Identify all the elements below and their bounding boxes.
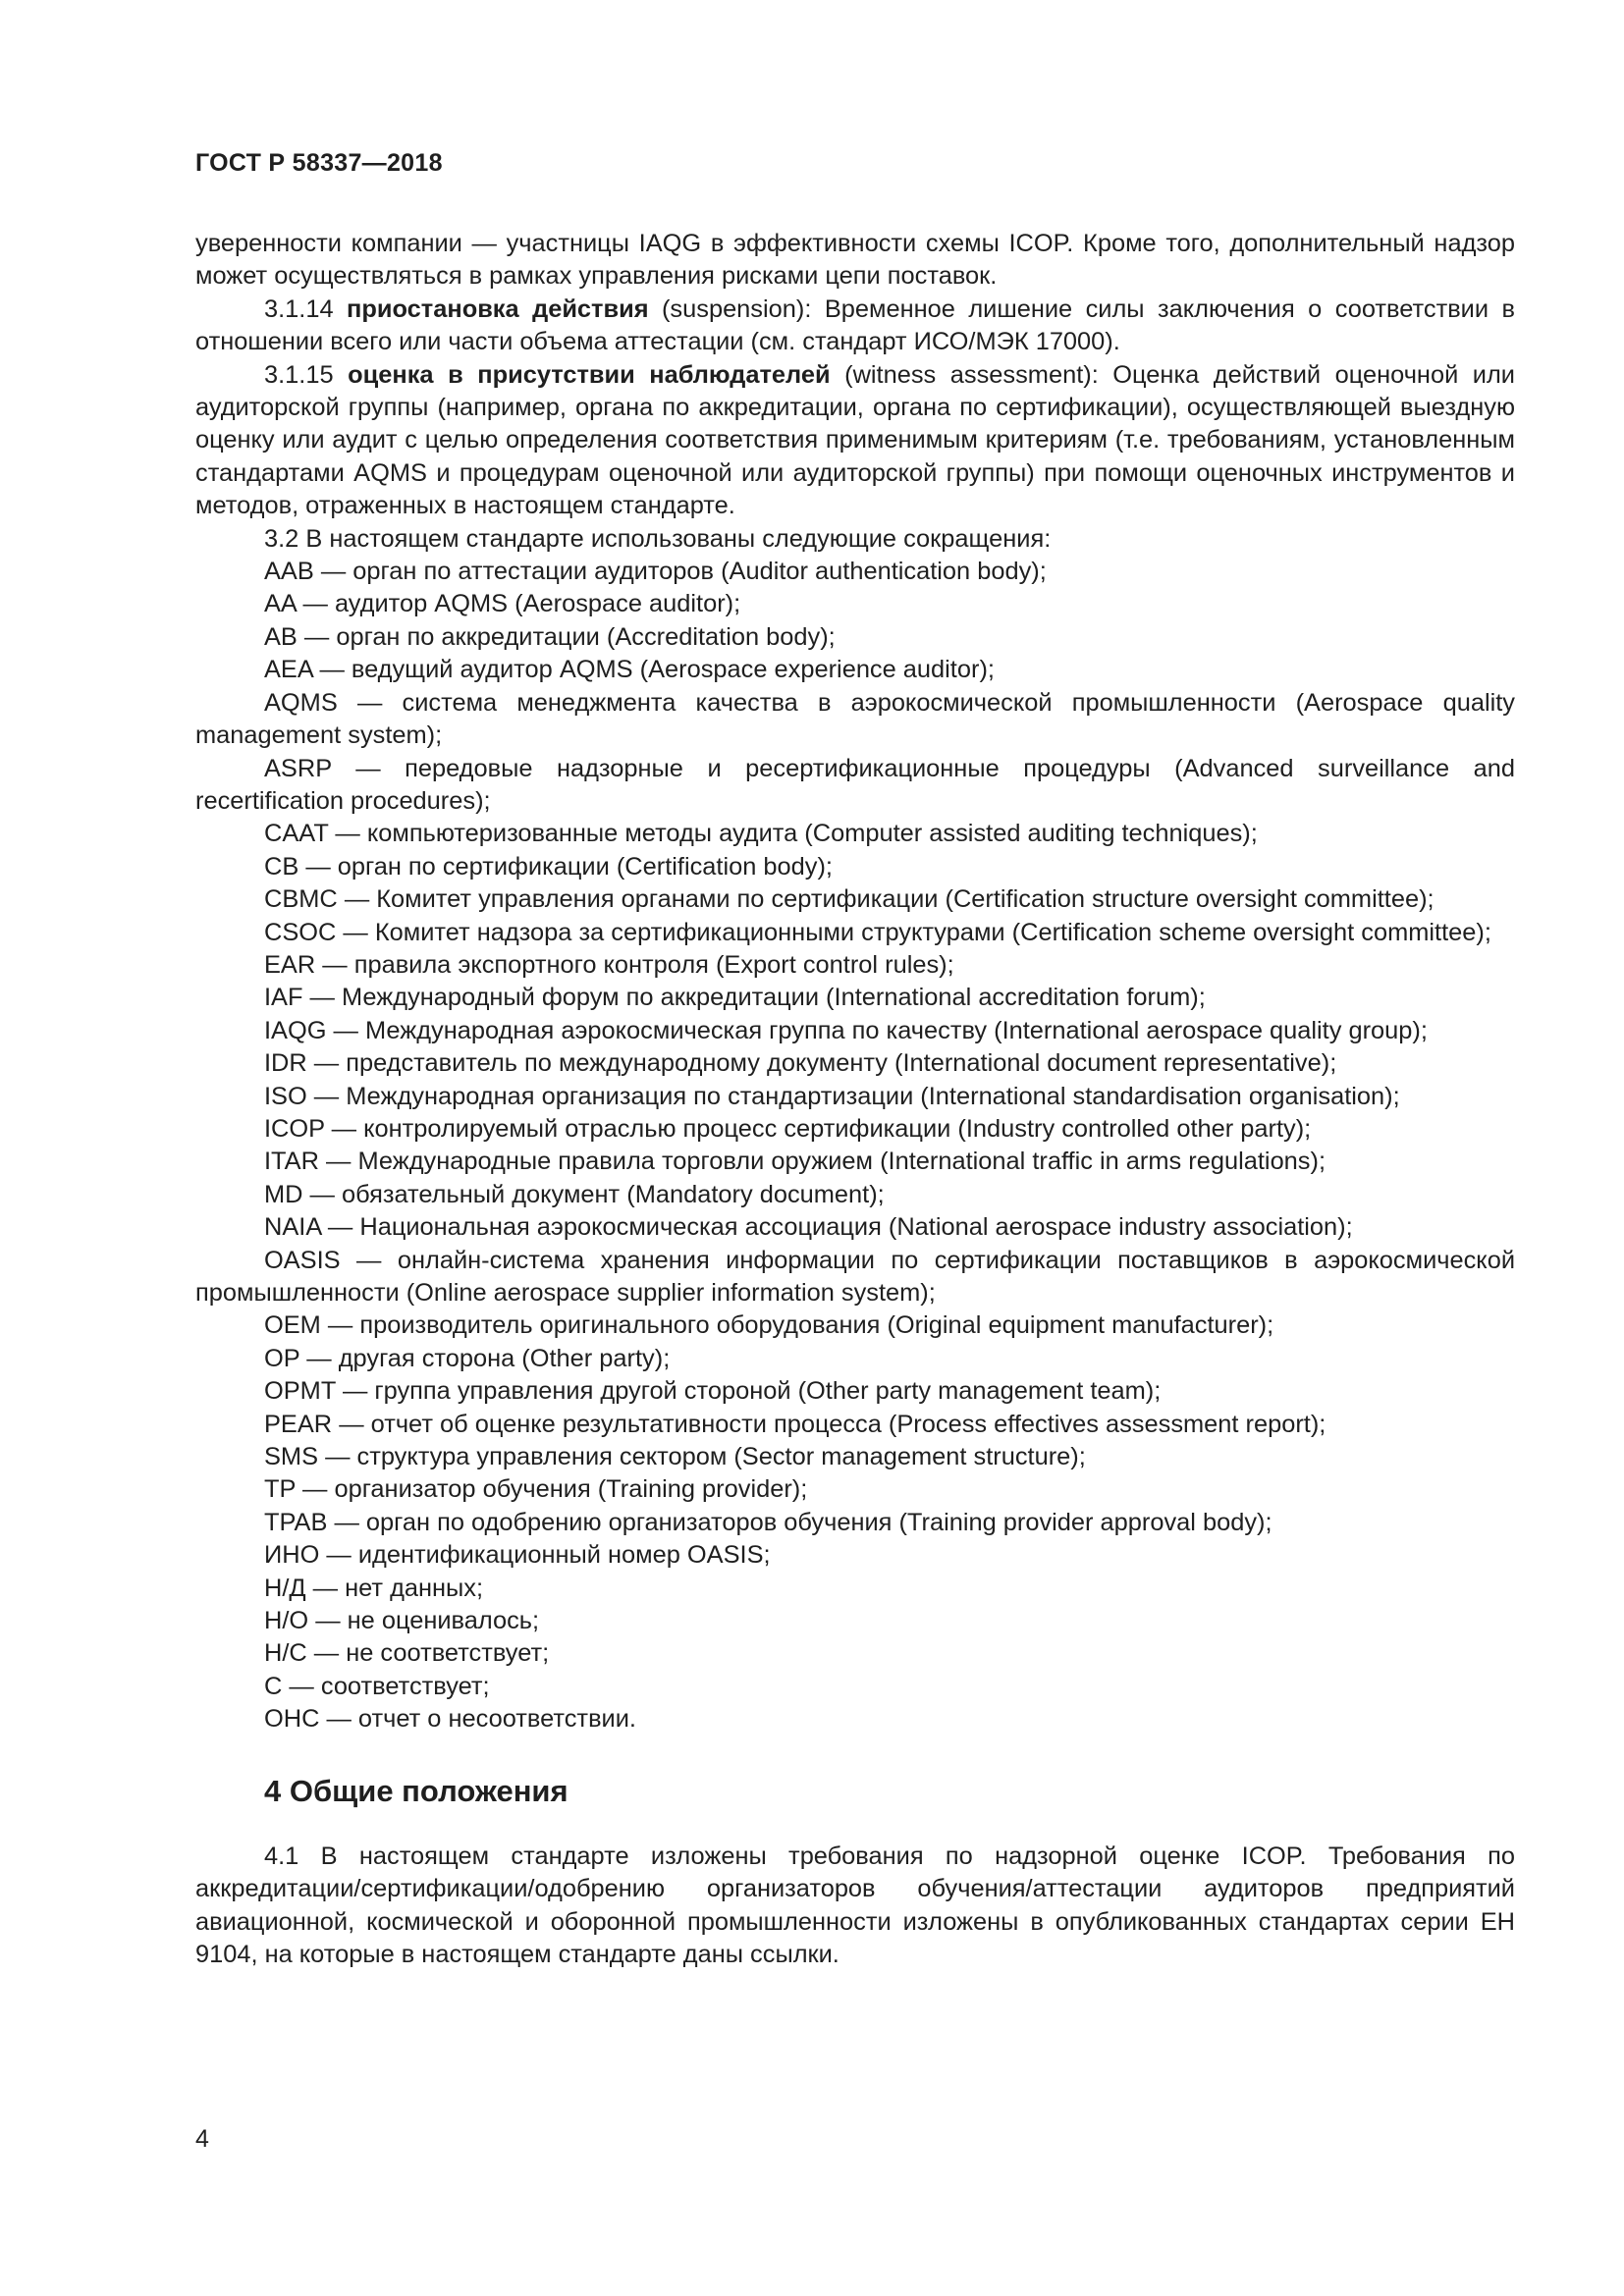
abbreviations-intro: 3.2 В настоящем стандарте использованы следующие сокращения:: [264, 524, 1052, 553]
abbreviation-item: PEAR — отчет об оценке результативности процесса (Process effectives assessment report);: [264, 1410, 1326, 1438]
abbreviation-item: CSOC — Комитет надзора за сертификационными структурами (Certification scheme oversight committee);: [264, 918, 1491, 946]
abbreviation-item: ASRP — передовые надзорные и ресертификационные процедуры (Advanced surveillance and recertification procedures);: [195, 754, 1515, 815]
abbreviation-item: AAB — орган по аттестации аудиторов (Auditor authentication body);: [264, 558, 1047, 586]
abbreviations-list: [195, 556, 1515, 1736]
abbreviation-item: OPMT — группа управления другой стороной (Other party management team);: [264, 1377, 1162, 1406]
abbreviation-item: OASIS — онлайн-система хранения информации по сертификации поставщиков в аэрокосмической промышленности (Online aerospace supplier information system);: [195, 1246, 1515, 1307]
abbreviation-item: EAR — правила экспортного контроля (Export control rules);: [264, 950, 954, 979]
abbreviation-item: Н/О — не оценивалось;: [264, 1607, 540, 1635]
section-heading: 4 Общие положения: [264, 1773, 568, 1808]
intro-paragraph: уверенности компании — участницы IAQG в эффективности схемы ICOP. Кроме того, дополнительный надзор может осуществляться в рамках управления рисками цепи поставок.: [195, 230, 1515, 291]
abbreviation-item: ISO — Международная организация по стандартизации (International standardisation organisation);: [264, 1082, 1400, 1110]
abbreviation-item: SMS — структура управления сектором (Sector management structure);: [264, 1443, 1086, 1471]
abbreviation-item: ITAR — Международные правила торговли оружием (International traffic in arms regulations);: [264, 1148, 1326, 1176]
abbreviation-item: TPAB — орган по одобрению организаторов обучения (Training provider approval body);: [264, 1508, 1272, 1536]
abbreviation-item: NAIA — Национальная аэрокосмическая ассоциация (National aerospace industry association);: [264, 1213, 1353, 1242]
abbreviation-item: ICOP — контролируемый отраслью процесс сертификации (Industry controlled other party);: [264, 1114, 1312, 1143]
abbreviation-item: CAAT — компьютеризованные методы аудита (Computer assisted auditing techniques);: [264, 820, 1258, 848]
document-body: [195, 228, 1515, 1971]
definition-3-1-15: [195, 359, 1515, 523]
abbreviation-item: IAF — Международный форум по аккредитации (International accreditation forum);: [264, 984, 1206, 1012]
definition-text: (witness assessment): Оценка действий оценочной или аудиторской группы (например, органа по аккредитации, органа по сертификации), осуществляющей выездную оценку или аудит с целью определения соответствия применимым критериям (т.е. требованиям, установленным стандартами AQMS и процедурам оценочной или аудиторской группы) при помощи оценочных инструментов и методов, отраженных в настоящем стандарте.: [195, 360, 1515, 520]
abbreviation-item: AQMS — система менеджмента качества в аэрокосмической промышленности (Aerospace quality management system);: [195, 688, 1515, 750]
abbreviation-item: AA — аудитор AQMS (Aerospace auditor);: [264, 590, 741, 618]
abbreviation-item: AB — орган по аккредитации (Accreditation body);: [264, 622, 836, 651]
definition-number: 3.1.14: [264, 294, 334, 323]
abbreviation-item: CB — орган по сертификации (Certification body);: [264, 852, 833, 881]
definition-term: приостановка действия: [347, 294, 649, 323]
document-header: ГОСТ Р 58337—2018: [195, 149, 443, 177]
abbreviation-item: ОНС — отчет о несоответствии.: [264, 1705, 636, 1734]
abbreviation-item: OEM — производитель оригинального оборудования (Original equipment manufacturer);: [264, 1311, 1274, 1340]
definition-number: 3.1.15: [264, 360, 334, 389]
page-number: 4: [195, 2125, 209, 2153]
abbreviation-item: ИНО — идентификационный номер OASIS;: [264, 1541, 771, 1570]
abbreviation-item: Н/С — не соответствует;: [264, 1639, 550, 1668]
abbreviation-item: TP — организатор обучения (Training provider);: [264, 1475, 808, 1504]
definition-term: оценка в присутствии наблюдателей: [348, 360, 831, 389]
abbreviation-item: Н/Д — нет данных;: [264, 1574, 484, 1602]
definition-3-1-14: [195, 294, 1515, 359]
abbreviation-item: AEA — ведущий аудитор AQMS (Aerospace experience auditor);: [264, 656, 995, 684]
abbreviation-item: С — соответствует;: [264, 1672, 490, 1700]
abbreviation-item: CBMC — Комитет управления органами по сертификации (Certification structure oversight committee);: [264, 885, 1435, 914]
abbreviation-item: OP — другая сторона (Other party);: [264, 1344, 671, 1372]
abbreviation-item: MD — обязательный документ (Mandatory document);: [264, 1180, 885, 1208]
section-4-1-paragraph: 4.1 В настоящем стандарте изложены требования по надзорной оценке ICOP. Требования по аккредитации/сертификации/одобрению организаторов обучения/аттестации аудиторов предприятий авиационной, космической и оборонной промышленности изложены в опубликованных стандартах серии EH 9104, на которые в настоящем стандарте даны ссылки.: [195, 1842, 1515, 1968]
definition-text: (suspension): Временное лишение силы заключения о соответствии в отношении всего или части объема аттестации (см. стандарт ИСО/МЭК 17000).: [195, 294, 1515, 356]
abbreviation-item: IDR — представитель по международному документу (International document representative);: [264, 1049, 1337, 1078]
abbreviation-item: IAQG — Международная аэрокосмическая группа по качеству (International aerospace quality group);: [264, 1016, 1428, 1044]
